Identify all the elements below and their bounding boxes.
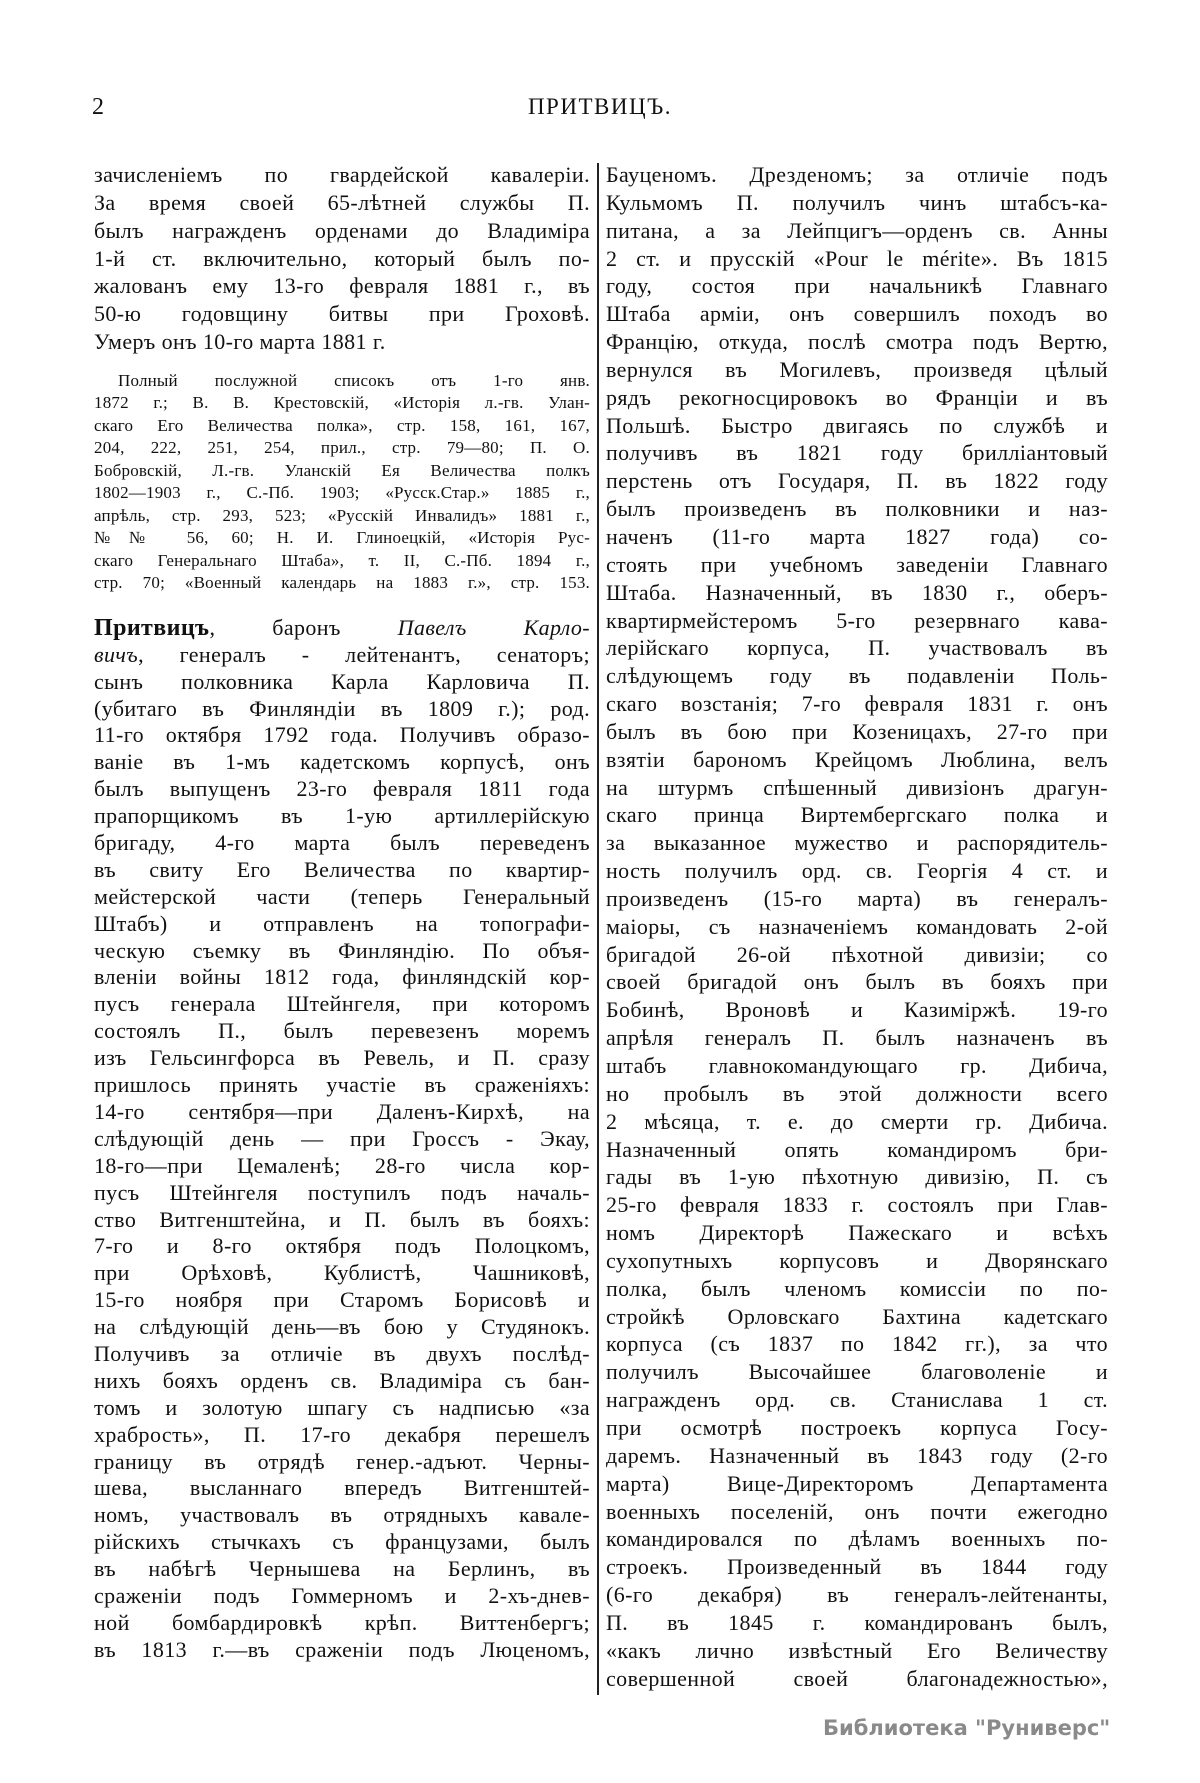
text-line: номъ Директорѣ Пажескаго и всѣхъ — [606, 1220, 1108, 1246]
text-line: даремъ. Назначенный въ 1843 году (2-го — [606, 1442, 1108, 1468]
entry-continuation — [606, 161, 1108, 1692]
text-line: бригаду, 4-го марта былъ переведенъ — [94, 830, 590, 856]
text-line: храбрость», П. 17-го декабря перешелъ — [94, 1421, 590, 1447]
text-line: 25-го февраля 1833 г. состоялъ при Глав- — [606, 1192, 1108, 1218]
text-line: лерійскаго корпуса, П. участвовалъ въ — [606, 635, 1108, 661]
text-line: 2 мѣсяца, т. е. до смерти гр. Дибича. — [606, 1108, 1108, 1134]
text-line: (6-го декабря) въ генералъ-лейтенанты, — [606, 1582, 1108, 1608]
text-line: пусъ Штейнгеля поступилъ подъ началь- — [94, 1179, 590, 1205]
text-line: слѣдующій день — при Гроссъ - Экау, — [94, 1125, 590, 1151]
entry-headword: Притвицъ — [94, 614, 210, 641]
text-line: за выказанное мужество и распорядитель- — [606, 830, 1108, 856]
text-line: состоялъ П., былъ перевезенъ моремъ — [94, 1018, 590, 1044]
text-line: былъ награжденъ орденами до Владиміра — [94, 217, 590, 243]
text-line: марта) Вице-Директоромъ Департамента — [606, 1470, 1108, 1496]
text-line: П. въ 1845 г. командированъ былъ, — [606, 1609, 1108, 1635]
text-line: получилъ Высочайшее благоволеніе и — [606, 1359, 1108, 1385]
text-line: на штурмъ спѣшенный дивизіонъ драгун- — [606, 774, 1108, 800]
text-line: рядъ рекогносцировокъ во Франціи и въ — [606, 384, 1108, 410]
text-line: гады въ 1-ую пѣхотную дивизію, П. съ — [606, 1164, 1108, 1190]
text-line: Польшѣ. Быстро двигаясь по службѣ и — [606, 412, 1108, 438]
text-line: но пробылъ въ этой должности всего — [606, 1080, 1108, 1106]
text-line: на слѣдующій день—въ бою у Студянокъ. — [94, 1314, 590, 1340]
text-line: Полный послужной списокъ отъ 1-го янв. — [118, 370, 590, 390]
text-line: апрѣль, стр. 293, 523; «Русскій Инвалидъ» 1881 г., — [94, 505, 590, 525]
text-line: 14-го сентября—при Даленъ-Кирхѣ, на — [94, 1098, 590, 1124]
running-head: ПРИТВИЦЪ. — [527, 94, 673, 119]
text-line: шева, высланнаго впередъ Витгенштей- — [94, 1475, 590, 1501]
text-line: маіоры, съ назначеніемъ командовать 2-ой — [606, 913, 1108, 939]
text-line: скаго Генеральнаго Штаба», т. II, С.-Пб. 1894 г., — [94, 550, 590, 570]
text-line: бригадой 26-ой пѣхотной дивизіи; со — [606, 941, 1108, 967]
text-line: 1872 г.; В. В. Крестовскій, «Исторія л.-гв. Улан- — [94, 393, 590, 413]
text-line: питана, а за Лейпцигъ—орденъ св. Анны — [606, 217, 1108, 243]
text-line: пришлось принять участіе въ сраженіяхъ: — [94, 1072, 590, 1098]
text-line: Бобинѣ, Вроновѣ и Казиміржѣ. 19-го — [606, 997, 1108, 1023]
text-line: вленіи войны 1812 года, финляндскій кор- — [94, 964, 590, 990]
text-line: ваніе въ 1-мъ кадетскомъ корпусѣ, онъ — [94, 749, 590, 775]
text-line: «какъ лично извѣстный Его Величеству — [606, 1637, 1108, 1663]
text-line: Штаба. Назначенный, въ 1830 г., оберъ- — [606, 579, 1108, 605]
text-line: 11-го октября 1792 года. Получивъ образо- — [94, 722, 590, 748]
text-line: За время своей 65-лѣтней службы П. — [94, 189, 590, 215]
text-line: былъ выпущенъ 23-го февраля 1811 года — [94, 776, 590, 802]
text-line: при осмотрѣ построекъ корпуса Госу- — [606, 1414, 1108, 1440]
text-line: 1802—1903 г., С.-Пб. 1903; «Русск.Стар.» 1885 г., — [94, 483, 590, 503]
text-line: сынъ полковника Карла Карловича П. — [94, 668, 590, 694]
library-watermark: Библиотека "Руниверс" — [823, 1716, 1111, 1740]
text-line: границу въ отрядѣ генер.-адъют. Черны- — [94, 1448, 590, 1474]
text-line: 2 ст. и прусскій «Pour le mérite». Въ 1815 — [606, 245, 1108, 271]
text-line: скаго Его Величества полка», стр. 158, 161, 167, — [94, 415, 590, 435]
text-line: году, состоя при начальникѣ Главнаго — [606, 273, 1108, 299]
page-number: 2 — [92, 94, 104, 120]
text-line: нихъ бояхъ орденъ св. Владиміра съ бан- — [94, 1367, 590, 1393]
text-line: томъ и золотую шпагу съ надписью «за — [94, 1394, 590, 1420]
text-line: Кульмомъ П. получилъ чинъ штабсъ-ка- — [606, 189, 1108, 215]
text-line: 204, 222, 251, 254, прил., стр. 79—80; П. О. — [94, 438, 590, 458]
text-line: сраженіи подъ Гоммерномъ и 2-хъ-днев- — [94, 1582, 590, 1608]
intro-paragraph — [94, 161, 590, 356]
text-line: Умеръ онъ 10-го марта 1881 г. — [94, 329, 386, 355]
text-line: стр. 70; «Военный календарь на 1883 г.», стр. 153. — [94, 573, 590, 593]
text-line: (убитаго въ Финляндіи въ 1809 г.); род. — [94, 695, 590, 721]
text-line: 1-й ст. включительно, который былъ по- — [94, 245, 590, 271]
text-line: прапорщикомъ въ 1-ую артиллерійскую — [94, 803, 590, 829]
text-line: ность получилъ орд. св. Георгія 4 ст. и — [606, 858, 1108, 884]
text-line: былъ произведенъ въ полковники и наз- — [606, 496, 1108, 522]
text-line: 18-го—при Цемаленѣ; 28-го числа кор- — [94, 1152, 590, 1178]
text-segment: , баронъ — [209, 614, 398, 640]
text-line: полка, былъ членомъ комиссіи по по- — [606, 1275, 1108, 1301]
text-line: строекъ. Произведенный въ 1844 году — [606, 1554, 1108, 1580]
text-line: взятіи барономъ Крейцомъ Люблина, велъ — [606, 746, 1108, 772]
text-line: награжденъ орд. св. Станислава 1 ст. — [606, 1387, 1108, 1413]
text-line: скаго возстанія; 7-го февраля 1831 г. онъ — [606, 691, 1108, 717]
text-line: военныхъ поселеній, онъ почти ежегодно — [606, 1498, 1108, 1524]
text-line: апрѣля генералъ П. былъ назначенъ въ — [606, 1025, 1108, 1051]
text-line: номъ, участвовалъ въ отрядныхъ кавале- — [94, 1502, 590, 1528]
text-line: перстень отъ Государя, П. въ 1822 году — [606, 468, 1108, 494]
bibliography-footnote — [94, 370, 590, 595]
text-segment: , генералъ - лейтенантъ, сенаторъ; — [138, 641, 590, 667]
right-column — [606, 161, 1108, 1692]
text-line: №№ 56, 60; Н. И. Глиноецкій, «Исторія Рус- — [94, 528, 590, 548]
text-line: 15-го ноября при Старомъ Борисовѣ и — [94, 1287, 590, 1313]
text-line — [94, 615, 590, 642]
text-line: наченъ (11-го марта 1827 года) со- — [606, 523, 1108, 549]
text-line: слѣдующемъ году въ подавленіи Поль- — [606, 663, 1108, 689]
text-line: Получивъ за отличіе въ двухъ послѣд- — [94, 1340, 590, 1366]
text-line: корпуса (съ 1837 по 1842 гг.), за что — [606, 1331, 1108, 1357]
text-line: командировался по дѣламъ военныхъ по- — [606, 1526, 1108, 1552]
text-line: 7-го и 8-го октября подъ Полоцкомъ, — [94, 1233, 590, 1259]
text-line: пусъ генерала Штейнгеля, при которомъ — [94, 991, 590, 1017]
text-line — [94, 642, 590, 669]
text-line: рійскихъ стычкахъ съ французами, былъ — [94, 1529, 590, 1555]
given-name: Павелъ Карло- — [397, 614, 590, 640]
text-line: Назначенный опять командиромъ бри- — [606, 1136, 1108, 1162]
text-line: штабъ главнокомандующаго гр. Дибича, — [606, 1053, 1108, 1078]
text-line: вернулся въ Могилевъ, произведя цѣлый — [606, 356, 1108, 382]
text-line: Францію, откуда, послѣ смотра подъ Вертю, — [606, 329, 1108, 355]
text-line: 50-ю годовщину битвы при Гроховѣ. — [94, 301, 590, 327]
text-line: Штабъ) и отправленъ на топографи- — [94, 910, 590, 936]
entry-pritvits — [94, 615, 590, 1664]
text-line: стоять при учебномъ заведеніи Главнаго — [606, 551, 1108, 577]
column-divider — [597, 163, 599, 1695]
text-line: своей бригадой онъ былъ въ бояхъ при — [606, 969, 1108, 995]
text-line: скаго принца Виртембергскаго полка и — [606, 802, 1108, 828]
text-line: совершенной своей благонадежностью», — [606, 1665, 1108, 1691]
text-line: жалованъ ему 13-го февраля 1881 г., въ — [94, 273, 590, 299]
text-line: въ 1813 г.—въ сраженіи подъ Люценомъ, — [94, 1636, 590, 1662]
text-line: Бауценомъ. Дрезденомъ; за отличіе подъ — [606, 162, 1108, 187]
text-line: стройкѣ Орловскаго Бахтина кадетскаго — [606, 1303, 1108, 1329]
text-line: въ свиту Его Величества по квартир- — [94, 856, 590, 882]
text-line: получивъ въ 1821 году брилліантовый — [606, 440, 1108, 466]
text-line: ство Витгенштейна, и П. былъ въ бояхъ: — [94, 1206, 590, 1232]
text-line: сухопутныхъ корпусовъ и Дворянскаго — [606, 1247, 1108, 1273]
text-line: зачисленіемъ по гвардейской кавалеріи. — [94, 162, 590, 187]
text-line: ной бомбардировкѣ крѣп. Виттенбергъ; — [94, 1609, 590, 1635]
text-line: Штаба арміи, онъ совершилъ походъ во — [606, 301, 1108, 327]
left-column — [94, 161, 590, 1664]
text-line: изъ Гельсингфорса въ Ревель, и П. сразу — [94, 1045, 590, 1071]
text-line: квартирмейстеромъ 5-го резервнаго кава- — [606, 607, 1108, 633]
text-line: мейстерской части (теперь Генеральный — [94, 883, 590, 909]
text-line: Бобровскій, Л.-гв. Уланскій Ея Величества полкъ — [94, 460, 590, 480]
given-name: вичъ — [94, 641, 139, 667]
text-line: былъ въ бою при Козеницахъ, 27-го при — [606, 718, 1108, 744]
text-line: ческую съемку въ Финляндію. По объя- — [94, 937, 590, 963]
text-line: въ набѣгѣ Чернышева на Берлинъ, въ — [94, 1556, 590, 1582]
text-line: при Орѣховѣ, Кублистѣ, Чашниковѣ, — [94, 1260, 590, 1286]
text-line: произведенъ (15-го марта) въ генералъ- — [606, 885, 1108, 911]
